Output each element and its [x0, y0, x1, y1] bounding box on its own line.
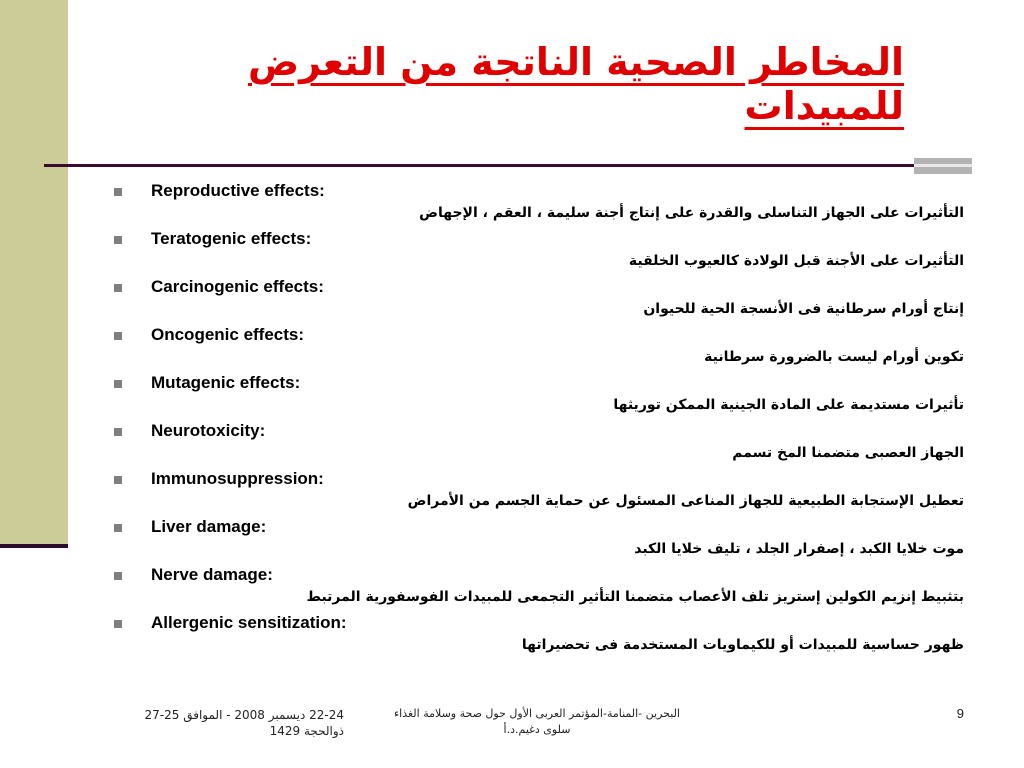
effect-label-en: Liver damage: [151, 517, 267, 536]
list-item [114, 421, 964, 469]
effect-label-en: Allergenic sensitization: [151, 613, 347, 632]
bullet-square-icon [114, 428, 122, 436]
bullet-square-icon [114, 620, 122, 628]
bullet-square-icon [114, 572, 122, 580]
page-number: 9 [956, 706, 964, 721]
footer-date-line1: 22-24 ديسمبر 2008 - الموافق 25-27 [144, 708, 344, 722]
effect-description-ar: التأثيرات على الجهاز التناسلى والقدرة على إنتاج أجنة سليمة ، العقم ، الإجهاض [419, 205, 964, 221]
list-item [114, 565, 964, 613]
effect-description-ar: موت خلايا الكبد ، إصفرار الجلد ، تليف خلايا الكبد [634, 541, 964, 557]
list-item [114, 181, 964, 229]
list-item [114, 517, 964, 565]
list-item [114, 373, 964, 421]
effect-label-en: Carcinogenic effects: [151, 277, 324, 296]
footer-event-line2: سلوى دغيم.د.أ [503, 723, 571, 736]
effect-description-ar: الجهاز العصبى متضمنا المخ تسمم [732, 445, 964, 461]
footer-date-line2: ذوالحجة 1429 [269, 724, 344, 738]
effect-label-en: Oncogenic effects: [151, 325, 305, 344]
divider-accent-line [914, 164, 972, 167]
footer-date [114, 707, 344, 739]
effect-description-ar: بتثبيط إنزيم الكولين إستريز تلف الأعصاب متضمنا التأثير التجمعى للمبيدات الفوسفورية المرتبط [306, 589, 964, 605]
list-item [114, 277, 964, 325]
side-band-edge [0, 544, 68, 548]
title-divider [44, 164, 914, 167]
effect-label-en: Mutagenic effects: [151, 373, 301, 392]
effect-description-ar: ظهور حساسية للمبيدات أو للكيماويات المستخدمة فى تحضيراتها [521, 637, 964, 653]
list-item [114, 325, 964, 373]
effect-description-ar: إنتاج أورام سرطانية فى الأنسجة الحية للحيوان [643, 301, 964, 317]
list-item [114, 469, 964, 517]
decorative-side-band [0, 0, 68, 546]
effect-label-en: Nerve damage: [151, 565, 273, 584]
effect-description-ar: تكوين أورام ليست بالضرورة سرطانية [704, 349, 964, 365]
effect-description-ar: تعطيل الإستجابة الطبيعية للجهاز المناعى المسئول عن حماية الجسم من الأمراض [407, 493, 964, 509]
list-item [114, 613, 964, 661]
effect-label-en: Teratogenic effects: [151, 229, 312, 248]
bullet-square-icon [114, 236, 122, 244]
effect-description-ar: التأثيرات على الأجنة قبل الولادة كالعيوب الخلقية [628, 253, 964, 269]
bullet-square-icon [114, 188, 122, 196]
bullet-square-icon [114, 524, 122, 532]
effects-list [114, 181, 964, 661]
effect-label-en: Reproductive effects: [151, 181, 325, 200]
bullet-square-icon [114, 284, 122, 292]
slide-title: المخاطر الصحية الناتجة من التعرض للمبيدات [248, 40, 904, 128]
list-item [114, 229, 964, 277]
effect-description-ar: تأثيرات مستديمة على المادة الجينية الممكن توريثها [613, 397, 964, 413]
bullet-square-icon [114, 332, 122, 340]
bullet-square-icon [114, 380, 122, 388]
effect-label-en: Neurotoxicity: [151, 421, 266, 440]
footer-event [372, 706, 702, 738]
bullet-square-icon [114, 476, 122, 484]
effect-label-en: Immunosuppression: [151, 469, 324, 488]
footer-event-line1: البحرين -المنامة-المؤتمر العربى الأول حول صحة وسلامة الغذاء [394, 707, 680, 720]
